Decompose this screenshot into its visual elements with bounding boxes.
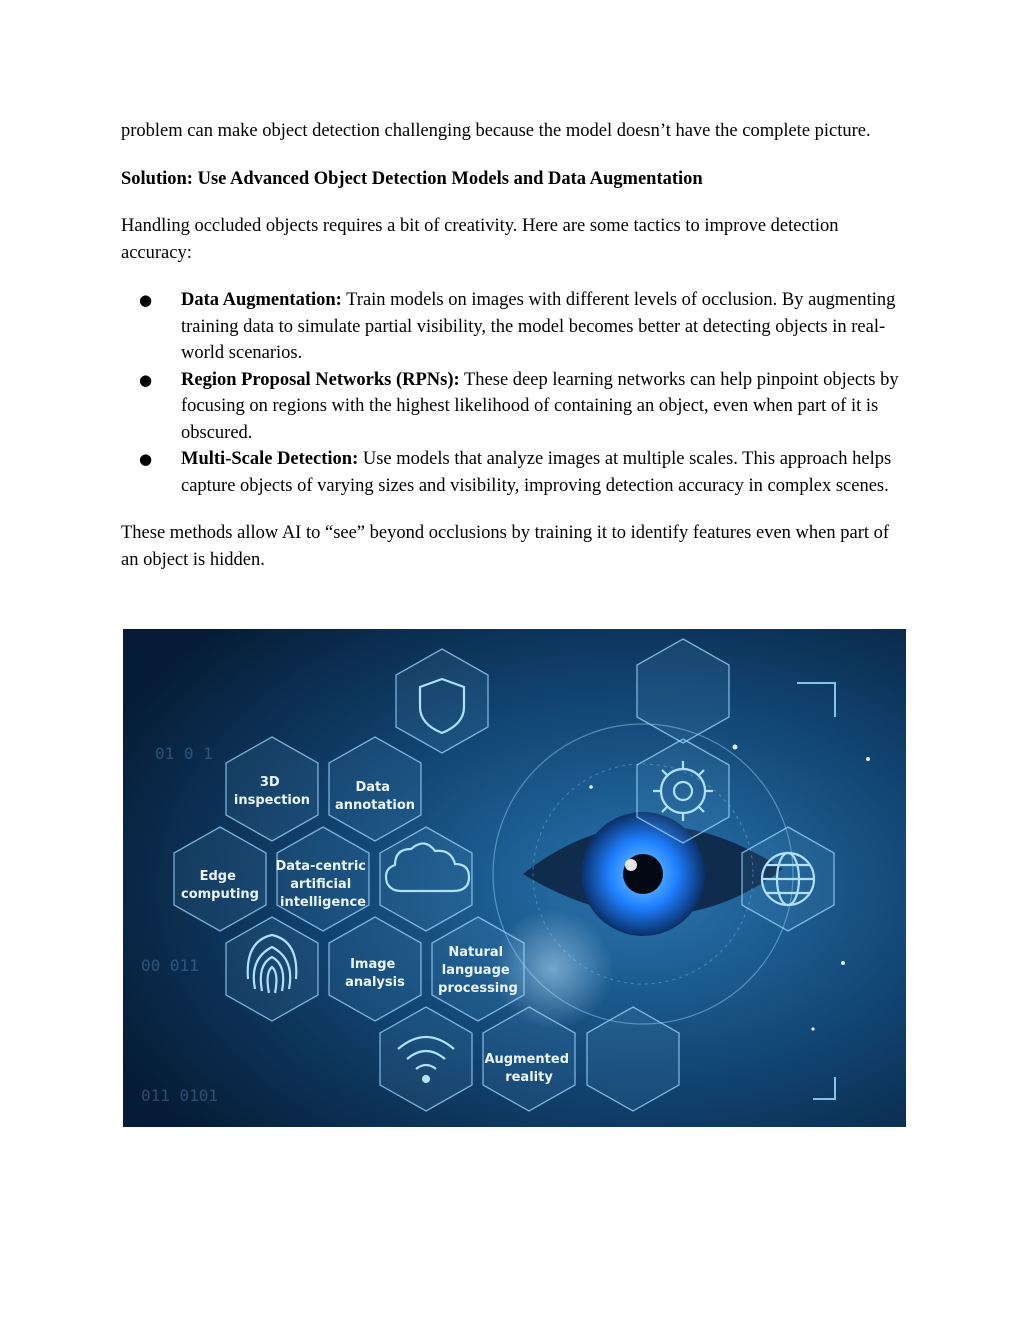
- binary-mark: 00 011: [141, 956, 199, 975]
- tactic-term: Multi-Scale Detection:: [181, 449, 359, 469]
- illustration-canvas: [123, 629, 906, 1127]
- ai-vision-illustration: [123, 629, 906, 1127]
- label-augmented-reality: Augmented reality: [484, 1052, 570, 1085]
- tactic-text: Train models on images with different levels of occlusion. By augmenting training data to simulate partial visibility, the model becomes better at detecting objects in real-world scenarios.: [181, 290, 896, 363]
- solution-heading: Solution: Use Advanced Object Detection Models and Data Augmentation: [121, 168, 703, 189]
- bullet-icon: ●: [139, 370, 153, 389]
- label-edge-computing: Edge computing: [181, 869, 259, 902]
- tactic-text: These deep learning networks can help pinpoint objects by focusing on regions with the highest likelihood of containing an object, even when part of it is obscured.: [181, 369, 899, 443]
- intro-paragraph: problem can make object detection challenging because the model doesn’t have the complete picture.: [121, 121, 871, 141]
- bullet-icon: ●: [139, 291, 153, 309]
- tactic-term: Region Proposal Networks (RPNs):: [181, 369, 460, 390]
- list-item: [121, 287, 911, 367]
- tactics-list: [121, 287, 911, 499]
- bullet-icon: ●: [139, 450, 153, 468]
- binary-mark: 01 0 1: [155, 744, 213, 763]
- document-page: [121, 118, 911, 573]
- label-nlp: Natural language processing: [438, 945, 518, 996]
- label-data-centric-ai: Data-centric artificial intelligence: [275, 859, 367, 910]
- label-3d-inspection: 3D inspection: [233, 775, 311, 808]
- handling-paragraph: Handling occluded objects requires a bit of creativity. Here are some tactics to improve detection accuracy:: [121, 216, 839, 263]
- list-item: [121, 446, 911, 499]
- label-data-annotation: Data annotation: [334, 780, 416, 813]
- list-item: [121, 367, 911, 447]
- tactic-term: Data Augmentation:: [181, 290, 342, 310]
- closing-paragraph: These methods allow AI to “see” beyond occlusions by training it to identify features even when part of an object is hidden.: [121, 523, 890, 570]
- label-image-analysis: Image analysis: [345, 957, 405, 990]
- tactic-text: Use models that analyze images at multiple scales. This approach helps capture objects of varying sizes and visibility, improving detection accuracy in complex scenes.: [181, 449, 892, 496]
- binary-mark: 011 0101: [141, 1086, 219, 1105]
